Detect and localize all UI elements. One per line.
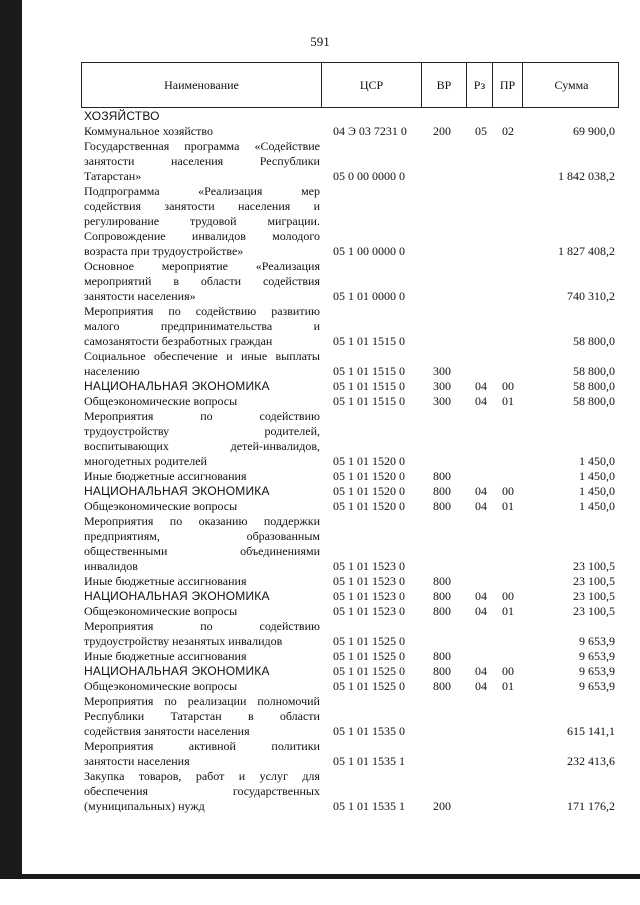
row-name-line: воспитывающих детей-инвалидов,: [84, 439, 320, 453]
row-name: [81, 694, 320, 739]
row-csr: 05 1 01 1523 0: [333, 574, 405, 588]
row-vr: 800: [433, 664, 451, 678]
row-rz: 04: [475, 394, 487, 408]
table-header: [81, 62, 619, 108]
row-csr: 05 1 01 1515 0: [333, 334, 405, 348]
row-sum: 1 450,0: [579, 454, 615, 468]
header-sum: Сумма: [522, 63, 620, 107]
row-name-line: Государственная программа «Содействие: [84, 139, 320, 153]
row-rz: 04: [475, 679, 487, 693]
row-name-line: предприятиям, образованным: [84, 529, 320, 543]
table-row: [81, 109, 619, 124]
row-name: [81, 739, 320, 769]
row-name: [81, 484, 320, 499]
scan-bottom-edge: [0, 874, 640, 879]
row-csr: 05 1 01 1535 1: [333, 754, 405, 768]
table-row: [81, 304, 619, 349]
row-name-line: Подпрограмма «Реализация мер: [84, 184, 320, 198]
table-row: [81, 664, 619, 679]
row-name: [81, 619, 320, 649]
row-rz: 04: [475, 484, 487, 498]
table-row: [81, 379, 619, 394]
row-name: [81, 109, 320, 124]
row-sum: 9 653,9: [579, 679, 615, 693]
table-row: [81, 409, 619, 469]
row-sum: 23 100,5: [573, 559, 615, 573]
row-csr: 05 1 01 1520 0: [333, 484, 405, 498]
row-rz: 04: [475, 499, 487, 513]
row-rz: 05: [475, 124, 487, 138]
row-vr: 800: [433, 679, 451, 693]
row-sum: 171 176,2: [567, 799, 615, 813]
row-csr: 05 1 01 1535 0: [333, 724, 405, 738]
header-vr: ВР: [421, 63, 466, 107]
row-name-line: содействия занятости населения: [84, 724, 250, 738]
row-pr: 01: [502, 604, 514, 618]
row-name: [81, 604, 320, 619]
row-sum: 9 653,9: [579, 634, 615, 648]
row-name: [81, 139, 320, 184]
row-name: [81, 589, 320, 604]
row-name-line: обеспечения государственных: [84, 784, 320, 798]
row-vr: 200: [433, 124, 451, 138]
row-pr: 00: [502, 484, 514, 498]
header-csr: ЦСР: [321, 63, 421, 107]
table-body: [81, 109, 619, 814]
table-row: [81, 589, 619, 604]
table-row: [81, 619, 619, 649]
table-row: [81, 604, 619, 619]
row-name: [81, 574, 320, 589]
row-vr: 200: [433, 799, 451, 813]
row-pr: 00: [502, 379, 514, 393]
row-name: [81, 769, 320, 814]
row-name: [81, 499, 320, 514]
row-sum: 58 800,0: [573, 379, 615, 393]
row-name-line: трудоустройству незанятых инвалидов: [84, 634, 283, 648]
table-row: [81, 484, 619, 499]
row-name-line: общественными объединениями: [84, 544, 320, 558]
table-row: [81, 139, 619, 184]
table-row: [81, 649, 619, 664]
row-csr: 05 1 01 1523 0: [333, 589, 405, 603]
table-row: [81, 394, 619, 409]
row-csr: 05 1 01 1525 0: [333, 679, 405, 693]
table-row: [81, 679, 619, 694]
row-sum: 23 100,5: [573, 604, 615, 618]
row-name-line: Общеэкономические вопросы: [84, 679, 238, 693]
row-name-line: Мероприятия по оказанию поддержки: [84, 514, 320, 528]
row-name-line: регулирование трудовой миграции.: [84, 214, 320, 228]
row-pr: 00: [502, 589, 514, 603]
row-name: [81, 259, 320, 304]
row-name-line: НАЦИОНАЛЬНАЯ ЭКОНОМИКА: [84, 664, 270, 678]
row-name-line: Мероприятия по содействию: [84, 409, 320, 423]
row-name-line: (муниципальных) нужд: [84, 799, 205, 813]
row-vr: 800: [433, 499, 451, 513]
table-row: [81, 574, 619, 589]
row-name-line: Коммунальное хозяйство: [84, 124, 213, 138]
row-name-line: мероприятий в области содействия: [84, 274, 320, 288]
row-sum: 1 450,0: [579, 469, 615, 483]
row-sum: 615 141,1: [567, 724, 615, 738]
row-name: [81, 514, 320, 574]
row-name: [81, 379, 320, 394]
table-row: [81, 739, 619, 769]
row-vr: 800: [433, 574, 451, 588]
row-vr: 800: [433, 484, 451, 498]
header-name: Наименование: [164, 77, 239, 92]
row-sum: 58 800,0: [573, 394, 615, 408]
scan-left-edge: [0, 0, 22, 876]
row-name-line: Сопровождение инвалидов молодого: [84, 229, 320, 243]
row-name: [81, 649, 320, 664]
row-csr: 05 1 01 1525 0: [333, 634, 405, 648]
row-name-line: НАЦИОНАЛЬНАЯ ЭКОНОМИКА: [84, 589, 270, 603]
row-name: [81, 184, 320, 259]
row-name-line: Социальное обеспечение и иные выплаты: [84, 349, 320, 363]
row-name-line: инвалидов: [84, 559, 138, 573]
row-name: [81, 679, 320, 694]
row-sum: 740 310,2: [567, 289, 615, 303]
row-name: [81, 304, 320, 349]
header-pr: ПР: [492, 63, 522, 107]
row-pr: 01: [502, 679, 514, 693]
table-row: [81, 124, 619, 139]
row-sum: 1 842 038,2: [558, 169, 615, 183]
row-name-line: многодетных родителей: [84, 454, 207, 468]
row-name-line: Закупка товаров, работ и услуг для: [84, 769, 320, 783]
table-row: [81, 349, 619, 379]
row-vr: 300: [433, 394, 451, 408]
row-name-line: содействия занятости населения и: [84, 199, 320, 213]
row-name-line: Общеэкономические вопросы: [84, 604, 238, 618]
row-csr: 05 1 01 1515 0: [333, 379, 405, 393]
row-vr: 800: [433, 649, 451, 663]
row-sum: 1 450,0: [579, 484, 615, 498]
row-csr: 05 1 01 1520 0: [333, 454, 405, 468]
row-name-line: Иные бюджетные ассигнования: [84, 649, 247, 663]
row-csr: 05 1 01 1523 0: [333, 559, 405, 573]
row-csr: 05 0 00 0000 0: [333, 169, 405, 183]
row-name-line: Татарстан»: [84, 169, 142, 183]
row-name-line: Основное мероприятие «Реализация: [84, 259, 320, 273]
table-row: [81, 184, 619, 259]
row-name-line: занятости населения»: [84, 289, 196, 303]
row-rz: 04: [475, 589, 487, 603]
page-number: 591: [310, 34, 330, 49]
row-csr: 05 1 00 0000 0: [333, 244, 405, 258]
row-name-line: Мероприятия по реализации полномочий: [84, 694, 320, 708]
row-sum: 23 100,5: [573, 574, 615, 588]
row-csr: 05 1 01 0000 0: [333, 289, 405, 303]
row-sum: 9 653,9: [579, 664, 615, 678]
table-row: [81, 469, 619, 484]
row-name-line: трудоустройству родителей,: [84, 424, 320, 438]
row-vr: 300: [433, 364, 451, 378]
row-name: [81, 409, 320, 469]
row-name-line: занятости населения Республики: [84, 154, 320, 168]
row-rz: 04: [475, 664, 487, 678]
row-name-line: ХОЗЯЙСТВО: [84, 109, 160, 123]
row-sum: 58 800,0: [573, 334, 615, 348]
row-name-line: НАЦИОНАЛЬНАЯ ЭКОНОМИКА: [84, 484, 270, 498]
row-name-line: Мероприятия по содействию: [84, 619, 320, 633]
row-name: [81, 349, 320, 379]
row-sum: 69 900,0: [573, 124, 615, 138]
row-pr: 02: [502, 124, 514, 138]
row-sum: 9 653,9: [579, 649, 615, 663]
header-rz: Рз: [466, 63, 492, 107]
row-vr: 800: [433, 604, 451, 618]
row-name-line: Иные бюджетные ассигнования: [84, 574, 247, 588]
row-pr: 00: [502, 664, 514, 678]
table-row: [81, 769, 619, 814]
row-name: [81, 469, 320, 484]
row-name-line: Мероприятия активной политики: [84, 739, 320, 753]
row-vr: 800: [433, 469, 451, 483]
table-row: [81, 694, 619, 739]
row-name-line: Общеэкономические вопросы: [84, 499, 238, 513]
row-csr: 04 Э 03 7231 0: [333, 124, 407, 138]
row-csr: 05 1 01 1535 1: [333, 799, 405, 813]
row-sum: 1 827 408,2: [558, 244, 615, 258]
row-sum: 58 800,0: [573, 364, 615, 378]
row-vr: 800: [433, 589, 451, 603]
row-csr: 05 1 01 1525 0: [333, 664, 405, 678]
row-name-line: возраста при трудоустройстве»: [84, 244, 244, 258]
row-sum: 1 450,0: [579, 499, 615, 513]
table-row: [81, 499, 619, 514]
row-pr: 01: [502, 394, 514, 408]
row-csr: 05 1 01 1520 0: [333, 469, 405, 483]
row-name: [81, 664, 320, 679]
row-name-line: Общеэкономические вопросы: [84, 394, 238, 408]
row-sum: 23 100,5: [573, 589, 615, 603]
row-name-line: населению: [84, 364, 140, 378]
row-name: [81, 124, 320, 139]
row-name: [81, 394, 320, 409]
row-name-line: Иные бюджетные ассигнования: [84, 469, 247, 483]
row-rz: 04: [475, 604, 487, 618]
row-name-line: Мероприятия по содействию развитию: [84, 304, 320, 318]
row-name-line: малого предпринимательства и: [84, 319, 320, 333]
table-row: [81, 514, 619, 574]
row-name-line: Республики Татарстан в области: [84, 709, 320, 723]
row-vr: 300: [433, 379, 451, 393]
row-name-line: занятости населения: [84, 754, 190, 768]
row-sum: 232 413,6: [567, 754, 615, 768]
row-csr: 05 1 01 1525 0: [333, 649, 405, 663]
row-pr: 01: [502, 499, 514, 513]
row-csr: 05 1 01 1515 0: [333, 364, 405, 378]
row-csr: 05 1 01 1520 0: [333, 499, 405, 513]
row-name-line: самозанятости безработных граждан: [84, 334, 273, 348]
row-csr: 05 1 01 1515 0: [333, 394, 405, 408]
table-row: [81, 259, 619, 304]
row-rz: 04: [475, 379, 487, 393]
row-name-line: НАЦИОНАЛЬНАЯ ЭКОНОМИКА: [84, 379, 270, 393]
row-csr: 05 1 01 1523 0: [333, 604, 405, 618]
